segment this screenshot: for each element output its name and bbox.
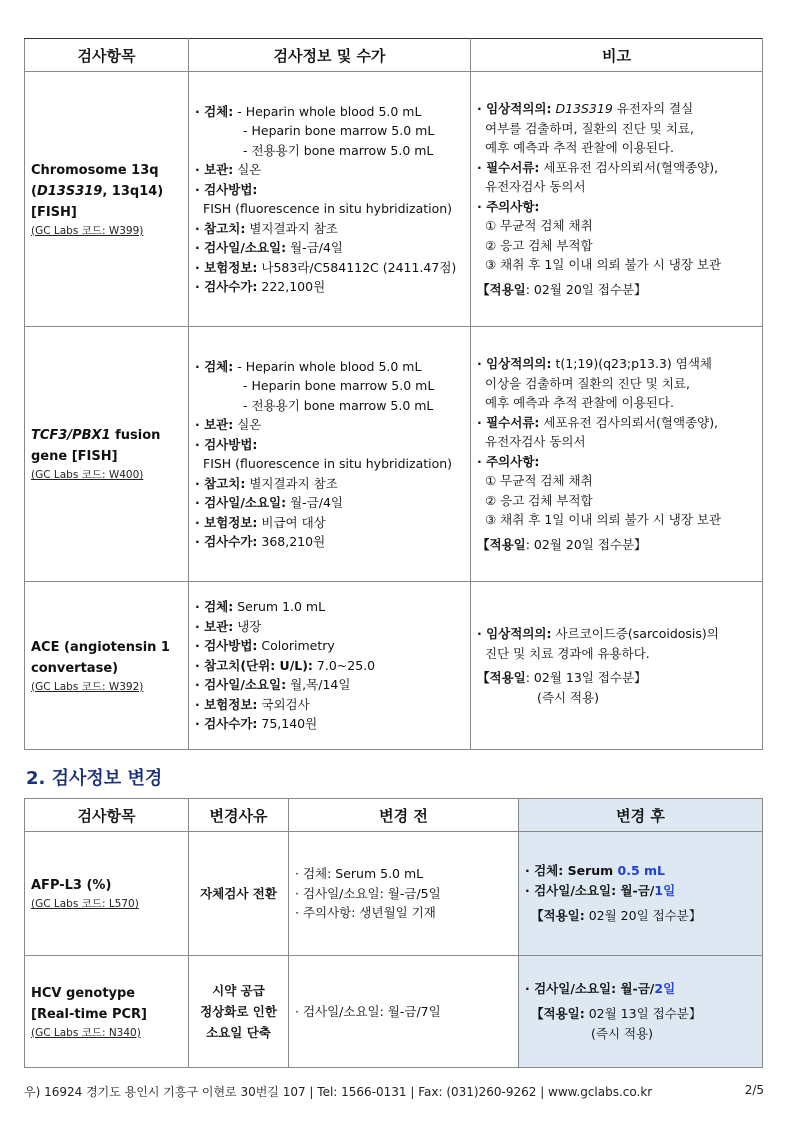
section-title: 2. 검사정보 변경 (26, 768, 163, 789)
apply-date: 【적용일: 02월 13일 접수분】 (531, 1006, 702, 1021)
remarks-cell: · 임상적의의: 사르코이드증(sarcoidosis)의 진단 및 치료 경과에 유용하다. 【적용일: 02월 13일 접수분】 (즉시 적용) (471, 582, 763, 750)
header-remarks: 비고 (471, 39, 763, 72)
test-name-line2: [Real-time PCR] (31, 1006, 147, 1022)
header-test-info: 검사정보 및 수가 (189, 39, 471, 72)
test-name-line3: [FISH] (31, 204, 77, 220)
test-name-line2: convertase) (31, 660, 119, 676)
gc-labs-code: (GC Labs 코드: W392) (31, 680, 144, 693)
apply-note: (즉시 적용) (591, 1026, 654, 1041)
remarks-cell: · 임상적의의: t(1;19)(q23;p13.3) 염색체 이상을 검출하며 질환의 진단 및 치료, 예후 예측과 추적 관찰에 이용된다. · 필수서류: 세포유전 검사의뢰서(혈액종양), 유전자검사 동의서 · 주의사항: ① 무균적 검체 채취 ② 응고 검체 부적합 ③ 채취 후 1일 이내 의뢰 불가 시 냉장 보관 【적용일: 02월 20일 접수분】 (471, 327, 763, 582)
test-name: ACE (angiotensin 1 (31, 639, 170, 655)
test-name-cell (25, 582, 189, 750)
header-before: 변경 전 (289, 799, 519, 832)
footer-address: 우) 16924 경기도 용인시 기흥구 이현로 30번길 107 | Tel: 1566-0131 | Fax: (031)260-9262 | www.gclabs.co.kr (24, 1085, 653, 1099)
info-change-table (24, 798, 763, 1068)
before-cell: · 검사일/소요일: 월-금/7일 (289, 956, 519, 1068)
test-name: HCV genotype (31, 985, 136, 1001)
header-test-item: 검사항목 (25, 799, 189, 832)
header-test-item: 검사항목 (25, 39, 189, 72)
gc-labs-code: (GC Labs 코드: W400) (31, 469, 144, 481)
test-info-cell: · 검체: - Heparin whole blood 5.0 mL - Heparin bone marrow 5.0 mL - 전용용기 bone marrow 5.0 mL · 보관: 실온 · 검사방법: FISH (fluorescence in situ hybridization) · 참고치: 별지결과지 참조 · 검사일/소요일: 월-금/4일 · 보험정보: 비급여 대상 · 검사수가: 368,210원 (189, 327, 471, 582)
after-cell: · 검체: Serum 0.5 mL · 검사일/소요일: 월-금/1일 【적용일: 02월 20일 접수분】 (519, 832, 763, 956)
table-row (25, 582, 763, 750)
footer (24, 1083, 764, 1100)
changed-value: 2일 (654, 981, 676, 996)
test-info-table (24, 38, 763, 750)
gc-labs-code: (GC Labs 코드: W399) (31, 224, 144, 237)
apply-date: 【적용일: 02월 20일 접수분】 (531, 908, 702, 923)
test-info-cell: · 검체: Serum 1.0 mL · 보관: 냉장 · 검사방법: Colorimetry · 참고치(단위: U/L): 7.0~25.0 · 검사일/소요일: 월,목/14일 · 보험정보: 국외검사 · 검사수가: 75,140원 (189, 582, 471, 750)
test-name: TCF3/PBX1 fusion (31, 428, 161, 443)
remarks-cell: · 임상적의의: D13S319 유전자의 결실 여부를 검출하며, 질환의 진단 및 치료, 예후 예측과 추적 관찰에 이용된다. · 필수서류: 세포유전 검사의뢰서(혈액종양), 유전자검사 동의서 · 주의사항: ① 무균적 검체 채취 ② 응고 검체 부적합 ③ 채취 후 1일 이내 의뢰 불가 시 냉장 보관 【적용일: 02월 20일 접수분】 (471, 72, 763, 327)
gc-labs-code: (GC Labs 코드: N340) (31, 1026, 141, 1039)
before-cell: · 검체: Serum 5.0 mL · 검사일/소요일: 월-금/5일 · 주의사항: 생년월일 기재 (289, 832, 519, 956)
page (24, 38, 762, 1068)
test-name-cell (25, 832, 189, 956)
table-row (25, 72, 763, 327)
changed-value: 1일 (654, 883, 676, 898)
header-reason: 변경사유 (189, 799, 289, 832)
table-row (25, 327, 763, 582)
test-name-cell (25, 956, 189, 1068)
table-header-row (25, 799, 763, 832)
apply-note: (즉시 적용) (537, 689, 600, 705)
table-row (25, 832, 763, 956)
apply-date: 【적용일: 02월 13일 접수분】 (477, 670, 647, 685)
after-cell: · 검사일/소요일: 월-금/2일 【적용일: 02월 13일 접수분】 (즉시 적용) (519, 956, 763, 1068)
gc-labs-code: (GC Labs 코드: L570) (31, 898, 139, 910)
apply-date: 【적용일: 02월 20일 접수분】 (477, 536, 647, 552)
test-info-cell: · 검체: - Heparin whole blood 5.0 mL - Heparin bone marrow 5.0 mL - 전용용기 bone marrow 5.0 mL · 보관: 실온 · 검사방법: FISH (fluorescence in situ hybridization) · 참고치: 별지결과지 참조 · 검사일/소요일: 월-금/4일 · 보험정보: 나583라/C584112C (2411.47점) · 검사수가: 222,100원 (189, 72, 471, 327)
test-name-cell (25, 72, 189, 327)
test-name: Chromosome 13q (31, 162, 159, 178)
test-name-line2: gene [FISH] (31, 449, 118, 464)
test-name: AFP-L3 (%) (31, 878, 112, 893)
changed-value: 0.5 mL (617, 863, 666, 878)
table-row (25, 956, 763, 1068)
page-number: 2/5 (744, 1083, 764, 1097)
table-header-row (25, 39, 763, 72)
test-name-line2: (D13S319, 13q14) (31, 183, 164, 199)
apply-date: 【적용일: 02월 20일 접수분】 (477, 281, 647, 297)
change-reason: 시약 공급 정상화로 인한 소요일 단축 (189, 956, 289, 1068)
test-name-cell (25, 327, 189, 582)
header-after: 변경 후 (519, 799, 763, 832)
change-reason: 자체검사 전환 (189, 832, 289, 956)
